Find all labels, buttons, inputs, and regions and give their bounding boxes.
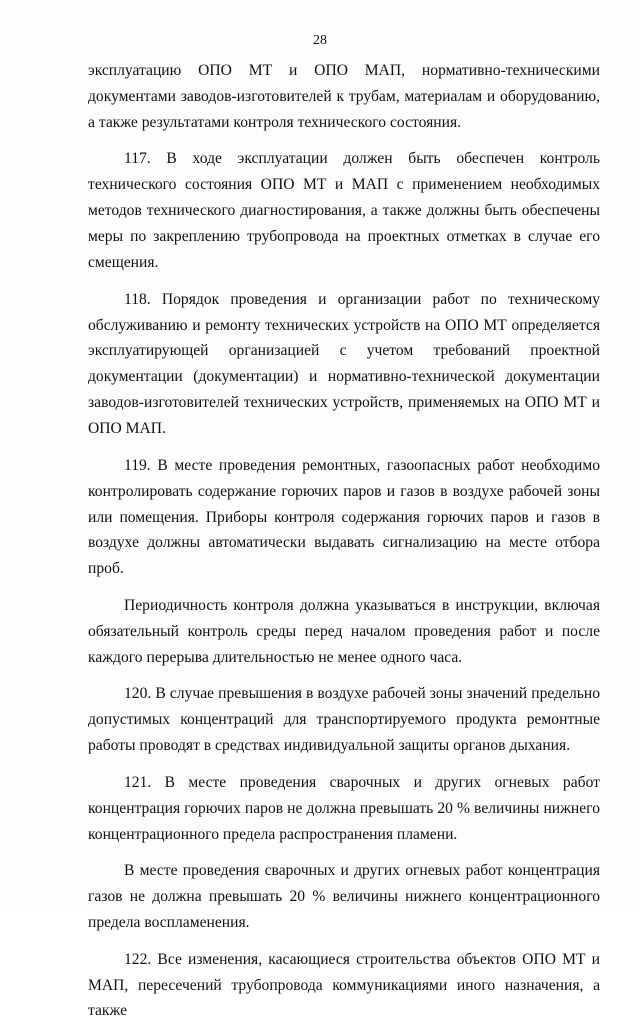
paragraph-122: 122. Все изменения, касающиеся строительства объектов ОПО МТ и МАП, пересечений трубопровода коммуникациями иного назначения, а также <box>88 950 600 1020</box>
paragraph-120: 120. В случае превышения в воздухе рабочей зоны значений предельно допустимых концентраций для транспортируемого продукта ремонтные работы проводят в средствах индивидуальной защиты органов дыхания. <box>88 685 600 755</box>
paragraph-121: 121. В месте проведения сварочных и других огневых работ концентрация горючих паров не должна превышать 20 % величины нижнего концентрационного предела распространения пламени. <box>88 773 600 843</box>
paragraph-121-gases: В месте проведения сварочных и других огневых работ концентрация газов не должна превышать 20 % величины нижнего концентрационного предела воспламенения. <box>88 862 600 931</box>
document-body <box>88 58 600 1024</box>
paragraph-117: 117. В ходе эксплуатации должен быть обеспечен контроль технического состояния ОПО МТ и МАП с применением необходимых методов технического диагностирования, а также должны быть обеспечены меры по закреплению трубопровода на проектных отметках в случае его смещения. <box>88 150 600 272</box>
paragraph-118: 118. Порядок проведения и организации работ по техническому обслуживанию и ремонту технических устройств на ОПО МТ определяется эксплуатирующей организацией с учетом требований проектной документации (документации) и нормативно-технической документации заводов-изготовителей технических устройств, применяемых на ОПО МТ и ОПО МАП. <box>88 290 600 438</box>
paragraph-119-periodicity: Периодичность контроля должна указываться в инструкции, включая обязательный контроль среды перед началом проведения работ и после каждого перерыва длительностью не менее одного часа. <box>88 596 600 666</box>
page-number: 28 <box>313 33 327 48</box>
paragraph-continuation: эксплуатацию ОПО МТ и ОПО МАП, нормативно-техническими документами заводов-изготовителей к трубам, материалам и оборудованию, а также результатами контроля технического состояния. <box>88 62 600 131</box>
paragraph-119: 119. В месте проведения ремонтных, газоопасных работ необходимо контролировать содержание горючих паров и газов в воздухе рабочей зоны или помещения. Приборы контроля содержания горючих паров и газов в воздухе должны автоматически выдавать сигнализацию на месте отбора проб. <box>88 456 600 578</box>
